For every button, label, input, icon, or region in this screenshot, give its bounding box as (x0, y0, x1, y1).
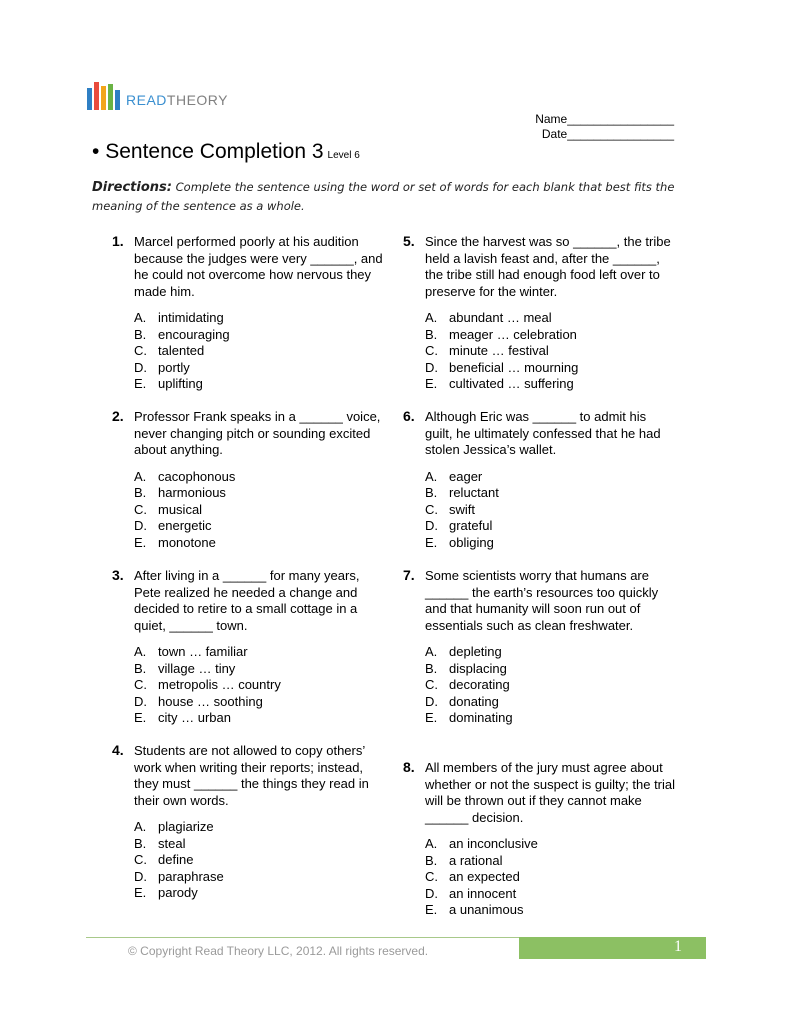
title-text: Sentence Completion 3 (105, 140, 324, 163)
choice-text: house … soothing (158, 693, 263, 709)
choice-text: beneficial … mourning (449, 359, 579, 375)
directions (92, 178, 692, 215)
choice-text: eager (449, 468, 483, 484)
choice-text: talented (158, 343, 205, 358)
choice-b[interactable] (134, 661, 384, 678)
choice-e[interactable] (425, 710, 675, 727)
directions-text: Complete the sentence using the word or set of words for each blank that best fits the meaning of the sentence as a whole. (92, 180, 675, 213)
choice-text: cacophonous (158, 468, 236, 484)
choice-text: an innocent (449, 885, 517, 901)
choice-c[interactable] (134, 852, 384, 869)
choice-letter: A. (134, 468, 147, 484)
choice-letter: D. (134, 868, 147, 884)
choice-letter: A. (425, 644, 438, 659)
choice-b[interactable] (425, 661, 675, 678)
choice-text: cultivated … suffering (449, 376, 574, 391)
question-3 (112, 567, 384, 727)
question-number: 3. (112, 567, 124, 583)
choice-a[interactable] (134, 310, 384, 327)
choice-letter: E. (134, 376, 147, 391)
readtheory-logo (87, 80, 228, 110)
choice-text: abundant … meal (449, 310, 552, 325)
choice-text: energetic (158, 518, 212, 533)
title-level: Level 6 (327, 150, 360, 161)
question-number: 8. (403, 759, 415, 775)
choice-list (134, 469, 384, 552)
choice-text: intimidating (158, 310, 224, 325)
choice-b[interactable] (134, 836, 384, 853)
choice-c[interactable] (134, 677, 384, 694)
choice-letter: C. (425, 343, 438, 358)
choice-b[interactable] (425, 485, 675, 502)
choice-letter: E. (134, 885, 147, 900)
choice-d[interactable] (425, 360, 675, 377)
question-6 (403, 408, 675, 551)
question-2 (112, 408, 384, 551)
page-number: 1 (674, 938, 682, 955)
choice-text: minute … festival (449, 343, 549, 358)
question-stem: Since the harvest was so ______, the tribe held a lavish feast and, after the ______, the tribe still had enough food left over to preserve for the winter. (425, 234, 671, 299)
choice-text: encouraging (158, 326, 230, 342)
question-stem: After living in a ______ for many years, Pete realized he needed a change and decided to retire to a small cottage in a quiet, ______ town. (134, 568, 360, 633)
choice-c[interactable] (425, 677, 675, 694)
question-1 (112, 233, 384, 393)
choice-text: monotone (158, 534, 216, 550)
choice-letter: E. (425, 534, 438, 550)
choice-list (425, 310, 675, 393)
choice-c[interactable] (425, 343, 675, 360)
question-stem: Professor Frank speaks in a ______ voice, never changing pitch or sounding excited about anything. (134, 409, 381, 457)
name-field: Name________________ (535, 112, 674, 126)
choice-letter: E. (134, 710, 147, 725)
logo-wordmark (126, 92, 228, 108)
logo-bar (101, 86, 106, 110)
choice-letter: B. (425, 485, 438, 500)
choice-letter: E. (425, 710, 438, 725)
choice-e[interactable] (425, 376, 675, 393)
question-number: 4. (112, 742, 124, 758)
choice-list (425, 469, 675, 552)
choice-e[interactable] (134, 710, 384, 727)
choice-letter: C. (134, 852, 147, 867)
choice-letter: A. (134, 310, 147, 325)
question-stem: Some scientists worry that humans are ______ the earth’s resources too quickly and that humanity will soon run out of essentials such as clean freshwater. (425, 568, 659, 633)
choice-list (134, 310, 384, 393)
choice-text: reluctant (449, 485, 499, 500)
logo-bar (115, 90, 120, 110)
question-8 (403, 759, 676, 919)
choice-a[interactable] (134, 469, 384, 486)
question-stem: Marcel performed poorly at his audition because the judges were very ______, and he could not overcome how nervous they made him. (134, 234, 383, 299)
choice-letter: C. (425, 869, 438, 884)
choice-letter: A. (134, 644, 147, 659)
choice-a[interactable] (425, 469, 675, 486)
choice-text: decorating (449, 677, 510, 692)
choice-a[interactable] (134, 819, 384, 836)
choice-e[interactable] (134, 376, 384, 393)
choice-list (425, 644, 675, 727)
choice-letter: C. (425, 501, 438, 517)
logo-word-theory: THEORY (166, 92, 228, 108)
choice-letter: B. (425, 326, 438, 342)
choice-letter: C. (425, 677, 438, 692)
choice-list (134, 819, 384, 902)
question-stem: All members of the jury must agree about whether or not the suspect is guilty; the trial will be thrown out if they cannot make ______ decision. (425, 760, 676, 825)
question-number: 6. (403, 408, 415, 424)
choice-letter: A. (425, 468, 438, 484)
logo-bar (87, 88, 92, 110)
choice-text: a rational (449, 852, 503, 868)
choice-e[interactable] (134, 535, 384, 552)
choice-a[interactable] (134, 644, 384, 661)
choice-text: depleting (449, 644, 502, 659)
choice-letter: D. (425, 359, 438, 375)
choice-text: steal (158, 835, 186, 851)
choice-letter: B. (134, 835, 147, 851)
choice-letter: A. (425, 310, 438, 325)
choice-text: paraphrase (158, 868, 224, 884)
choice-a[interactable] (425, 836, 675, 853)
choice-c[interactable] (134, 502, 384, 519)
choice-text: obliging (449, 534, 494, 550)
question-number: 2. (112, 408, 124, 424)
choice-b[interactable] (425, 853, 675, 870)
choice-letter: B. (425, 852, 438, 868)
choice-text: swift (449, 501, 475, 517)
logo-bar (94, 82, 99, 110)
question-stem: Students are not allowed to copy others’ work when writing their reports; instead, they must ______ the things they read in their own words. (134, 743, 369, 808)
directions-label: Directions: (92, 180, 172, 195)
choice-text: displacing (449, 660, 507, 676)
choice-text: harmonious (158, 485, 226, 500)
choice-letter: D. (134, 359, 147, 375)
choice-b[interactable] (425, 327, 675, 344)
choice-d[interactable] (425, 518, 675, 535)
choice-text: portly (158, 359, 190, 375)
choice-text: an inconclusive (449, 836, 538, 851)
choice-letter: B. (134, 485, 147, 500)
choice-text: define (158, 852, 194, 867)
choice-d[interactable] (425, 886, 675, 903)
choice-text: plagiarize (158, 819, 214, 834)
choice-text: parody (158, 885, 198, 900)
books-logo-icon (87, 82, 120, 110)
choice-letter: E. (425, 902, 438, 917)
choice-c[interactable] (425, 869, 675, 886)
date-field: Date________________ (541, 127, 674, 141)
choice-letter: E. (425, 376, 438, 391)
choice-letter: B. (425, 660, 438, 676)
page-number-box (519, 937, 706, 959)
question-number: 7. (403, 567, 415, 583)
choice-a[interactable] (425, 310, 675, 327)
choice-d[interactable] (134, 360, 384, 377)
question-4 (112, 742, 384, 902)
choice-text: village … tiny (158, 660, 236, 676)
choice-d[interactable] (134, 869, 384, 886)
choice-list (134, 644, 384, 727)
choice-letter: D. (425, 885, 438, 901)
choice-d[interactable] (425, 694, 675, 711)
choice-letter: A. (425, 836, 438, 851)
choice-d[interactable] (134, 518, 384, 535)
question-number: 1. (112, 233, 124, 249)
choice-letter: D. (134, 693, 147, 709)
choice-text: dominating (449, 710, 513, 725)
question-number: 5. (403, 233, 415, 249)
choice-text: town … familiar (158, 644, 248, 659)
worksheet-title (92, 140, 360, 164)
choice-letter: D. (425, 693, 438, 709)
choice-letter: C. (134, 343, 147, 358)
choice-text: musical (158, 501, 203, 517)
choice-e[interactable] (134, 885, 384, 902)
choice-text: donating (449, 693, 499, 709)
choice-text: uplifting (158, 376, 203, 391)
copyright-text: © Copyright Read Theory LLC, 2012. All rights reserved. (128, 944, 429, 958)
logo-word-read: READ (126, 92, 167, 108)
choice-letter: C. (134, 677, 147, 692)
choice-c[interactable] (134, 343, 384, 360)
choice-letter: A. (134, 819, 147, 834)
choice-letter: B. (134, 326, 147, 342)
choice-list (425, 836, 675, 919)
choice-text: a unanimous (449, 902, 524, 917)
choice-text: city … urban (158, 710, 231, 725)
choice-letter: E. (134, 534, 147, 550)
logo-bar (108, 84, 113, 110)
choice-b[interactable] (134, 327, 384, 344)
choice-letter: B. (134, 660, 147, 676)
question-7 (403, 567, 675, 727)
question-stem: Although Eric was ______ to admit his guilt, he ultimately confessed that he had stolen Jessica’s wallet. (425, 409, 661, 457)
choice-text: an expected (449, 869, 520, 884)
choice-c[interactable] (425, 502, 675, 519)
choice-letter: C. (134, 501, 147, 517)
title-bullet: • (92, 140, 100, 163)
choice-e[interactable] (425, 902, 675, 919)
choice-letter: D. (134, 518, 147, 533)
choice-text: meager … celebration (449, 326, 577, 342)
choice-e[interactable] (425, 535, 675, 552)
choice-text: metropolis … country (158, 677, 281, 692)
question-5 (403, 233, 675, 393)
choice-letter: D. (425, 518, 438, 533)
choice-a[interactable] (425, 644, 675, 661)
choice-d[interactable] (134, 694, 384, 711)
name-date-block (535, 112, 674, 142)
choice-text: grateful (449, 518, 493, 533)
choice-b[interactable] (134, 485, 384, 502)
